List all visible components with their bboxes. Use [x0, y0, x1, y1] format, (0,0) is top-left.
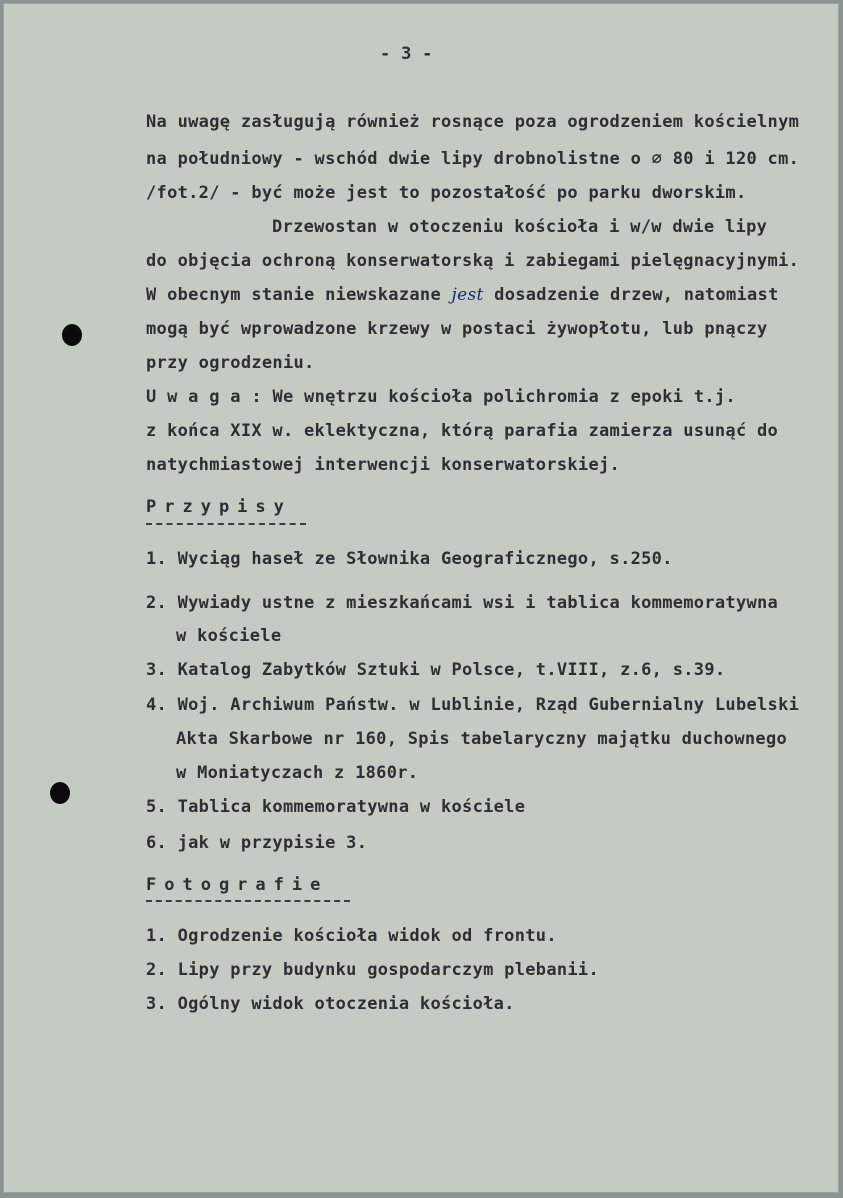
note-line-1	[146, 387, 736, 407]
footnote-1: 1. Wyciąg haseł ze Słownika Geograficznego, s.250.	[146, 549, 673, 569]
photo-1: 1. Ogrodzenie kościoła widok od frontu.	[146, 926, 557, 946]
handwritten-insertion: jest	[451, 285, 484, 305]
punch-hole-bottom	[50, 782, 70, 804]
photos-heading: Fotografie	[146, 875, 329, 895]
punch-hole-top	[62, 324, 82, 346]
note-line-3: natychmiastowej interwencji konserwatorskiej.	[146, 455, 621, 475]
footnotes-heading: Przypisy	[146, 497, 292, 517]
photo-3: 3. Ogólny widok otoczenia kościoła.	[146, 994, 515, 1014]
footnote-4-cont-1: Akta Skarbowe nr 160, Spis tabelaryczny majątku duchownego	[176, 729, 788, 749]
photos-heading-underline	[146, 900, 350, 902]
paragraph-2-line-1: Drzewostan w otoczeniu kościoła i w/w dwie lipy	[272, 217, 768, 237]
footnote-2: 2. Wywiady ustne z mieszkańcami wsi i tablica kommemoratywna	[146, 593, 779, 613]
note-label: U w a g a :	[146, 387, 262, 407]
paragraph-1-line-2: na południowy - wschód dwie lipy drobnolistne o ⌀ 80 i 120 cm.	[146, 149, 800, 169]
paragraph-2-line-5: przy ogrodzeniu.	[146, 353, 315, 373]
footnote-4-cont-2: w Moniatyczach z 1860r.	[176, 763, 419, 783]
paragraph-2-line-2: do objęcia ochroną konserwatorską i zabiegami pielęgnacyjnymi.	[146, 251, 800, 271]
footnote-2-cont: w kościele	[176, 626, 282, 646]
photo-2: 2. Lipy przy budynku gospodarczym plebanii.	[146, 960, 599, 980]
paragraph-2-line-4: mogą być wprowadzone krzewy w postaci żywopłotu, lub pnączy	[146, 319, 768, 339]
footnote-3: 3. Katalog Zabytków Sztuki w Polsce, t.VIII, z.6, s.39.	[146, 660, 726, 680]
page-number: - 3 -	[380, 44, 433, 64]
paragraph-2-line-3-b: dosadzenie drzew, natomiast	[494, 285, 779, 305]
paragraph-1-line-1: Na uwagę zasługują również rosnące poza ogrodzeniem kościelnym	[146, 112, 800, 132]
paragraph-2-line-3-a: W obecnym stanie niewskazane	[146, 285, 441, 305]
footnotes-heading-underline	[146, 523, 306, 525]
footnote-4: 4. Woj. Archiwum Państw. w Lublinie, Rząd Gubernialny Lubelski	[146, 695, 800, 715]
paragraph-1-line-3: /fot.2/ - być może jest to pozostałość po parku dworskim.	[146, 183, 747, 203]
document-page	[3, 3, 839, 1193]
note-text-1: We wnętrzu kościoła polichromia z epoki t.j.	[272, 387, 736, 407]
footnote-6: 6. jak w przypisie 3.	[146, 833, 368, 853]
note-line-2: z końca XIX w. eklektyczna, którą parafia zamierza usunąć do	[146, 421, 779, 441]
footnote-5: 5. Tablica kommemoratywna w kościele	[146, 797, 526, 817]
paragraph-2-line-3	[146, 285, 779, 305]
